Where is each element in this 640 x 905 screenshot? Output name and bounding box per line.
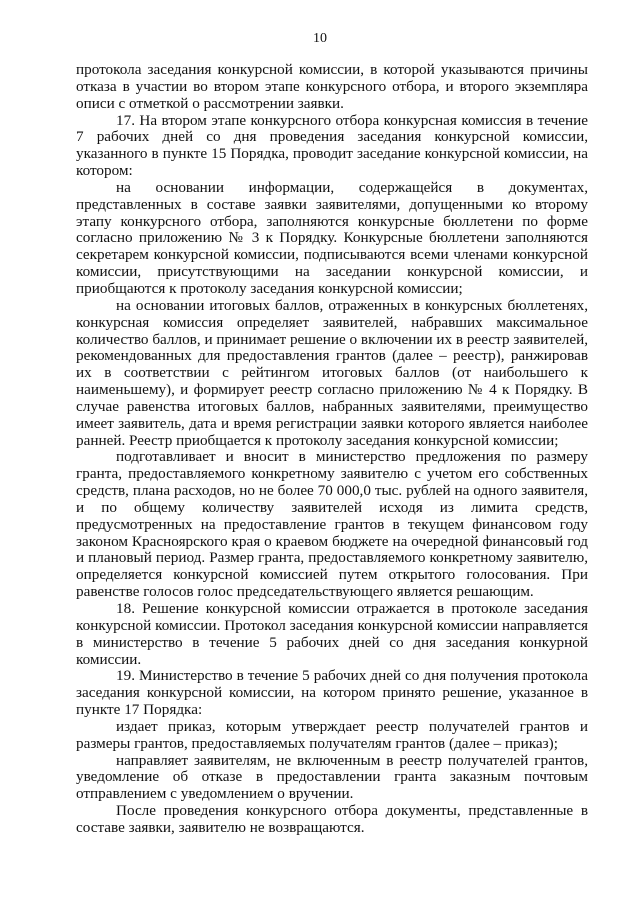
- paragraph-item-19: 19. Министерство в течение 5 рабочих дней со дня получения протокола заседания конкурсной комиссии, на котором принято решение, указанное в пункте 17 Порядка:: [76, 667, 588, 719]
- paragraph-grant-size: подготавливает и вносит в министерство предложения по размеру гранта, предоставляемого конкретному заявителю с учетом его собственных средств, плана расходов, но не более 70 000,0 тыс. рублей на одного заявителя, и по общему количеству заявителей исходя из лимита средств, предусмотренных на предоставление грантов в текущем финансовом году законом Красноярского края о краевом бюджете на очередной финансовый год и плановый период. Размер гранта, предоставляемого конкретному заявителю, определяется конкурсной комиссией путем открытого голосования. При равенстве голосов голос председательствующего является решающим.: [76, 448, 588, 601]
- page-number: 10: [313, 31, 327, 46]
- paragraph-order: издает приказ, которым утверждает реестр получателей грантов и размеры грантов, предоставляемых получателям грантов (далее – приказ);: [76, 717, 588, 752]
- document-body: [76, 62, 588, 837]
- paragraph-registry: на основании итоговых баллов, отраженных в конкурсных бюллетенях, конкурсная комиссия определяет заявителей, набравших максимальное количество баллов, и принимает решение о включении их в реестр заявителей, рекомендованных для предоставления грантов (далее – реестр), ранжировав их в соответствии с рейтингом итоговых баллов (от наибольшего к наименьшему), и формирует реестр согласно приложению № 4 к Порядку. В случае равенства итоговых баллов, набранных заявителями, преимущество имеет заявитель, дата и время регистрации заявки которого является наиболее ранней. Реестр приобщается к протоколу заседания конкурсной комиссии;: [76, 296, 588, 449]
- paragraph-continuation: протокола заседания конкурсной комиссии, в которой указываются причины отказа в участии во втором этапе конкурсного отбора, и второго экземпляра описи с отметкой о рассмотрении заявки.: [76, 61, 588, 112]
- paragraph-notification: направляет заявителям, не включенным в реестр получателей грантов, уведомление об отказе в предоставлении гранта заказным почтовым отправлением с уведомлением о вручении.: [76, 751, 588, 803]
- paragraph-item-17: 17. На втором этапе конкурсного отбора конкурсная комиссия в течение 7 рабочих дней со дня проведения заседания конкурсной комиссии, указанного в пункте 15 Порядка, проводит заседание конкурсной комиссии, на котором:: [76, 111, 588, 180]
- paragraph-item-18: 18. Решение конкурсной комиссии отражается в протоколе заседания конкурсной комиссии. Протокол заседания конкурсной комиссии направляется в министерство в течение 5 рабочих дней со дня заседания конкурной комиссии.: [76, 600, 588, 668]
- paragraph-ballots: на основании информации, содержащейся в документах, представленных в составе заявки заявителями, допущенными ко второму этапу конкурсного отбора, заполняются конкурсные бюллетени по форме согласно приложению № 3 к Порядку. Конкурсные бюллетени заполняются секретарем конкурсной комиссии, подписываются всеми членами конкурсной комиссии, присутствующими на заседании конкурсной комиссии, и приобщаются к протоколу заседания конкурсной комиссии;: [76, 178, 588, 297]
- paragraph-documents: После проведения конкурсного отбора документы, представленные в составе заявки, заявителю не возвращаются.: [76, 802, 588, 836]
